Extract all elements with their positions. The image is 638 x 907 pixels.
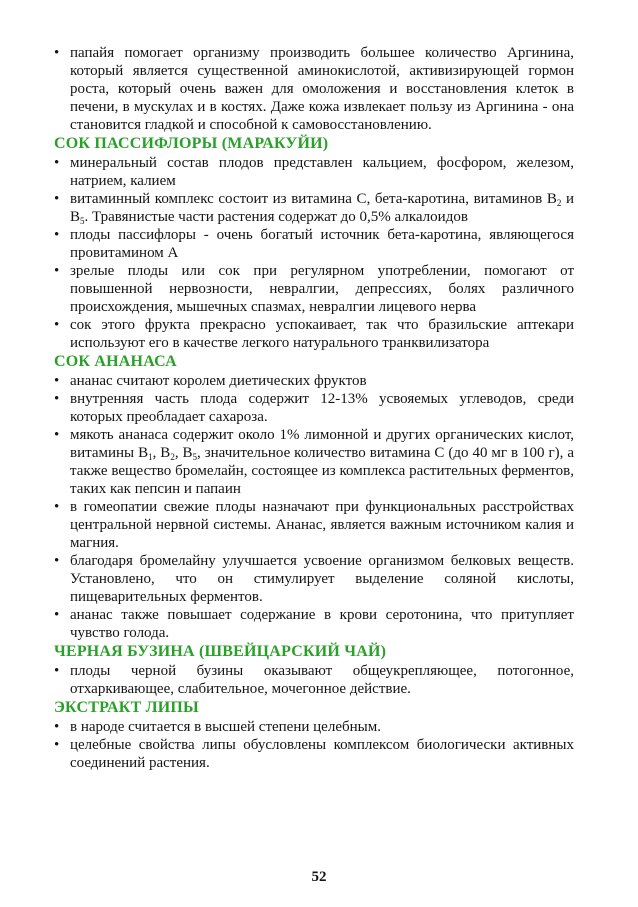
list-item: • в народе считается в высшей степени целебным. (54, 718, 574, 736)
list-item: • папайя помогает организму производить большее количество Аргинина, который является существенной аминокислотой, активизирующей гормон роста, который очень важен для омоложения и восстановления клеток в печени, в мускулах и в костях. Даже кожа извлекает пользу из Аргинина - она становится гладкой и способной к самовосстановлению. (54, 44, 574, 134)
passionfruit-list (54, 154, 574, 352)
elderberry-list (54, 662, 574, 698)
list-item: • ананас также повышает содержание в крови серотонина, что притупляет чувство голода. (54, 606, 574, 642)
list-item: • зрелые плоды или сок при регулярном употреблении, помогают от повышенной нервозности, невралгии, депрессиях, болях различного происхождения, мышечных спазмах, невралгии лицевого нерва (54, 262, 574, 316)
list-item: • целебные свойства липы обусловлены комплексом биологически активных соединений растения. (54, 736, 574, 772)
list-item: • в гомеопатии свежие плоды назначают при функциональных расстройствах центральной нервной системы. Ананас, является важным источником калия и магния. (54, 498, 574, 552)
list-item: • ананас считают королем диетических фруктов (54, 372, 574, 390)
list-item: • сок этого фрукта прекрасно успокаивает, так что бразильские аптекари используют его в качестве легкого натурального транквилизатора (54, 316, 574, 352)
intro-list (54, 44, 574, 134)
list-item: • минеральный состав плодов представлен кальцием, фосфором, железом, натрием, калием (54, 154, 574, 190)
list-item: • мякоть ананаса содержит около 1% лимонной и других органических кислот, витамины $B_1$, $B_2$, $B_5$, значительное количество витамина С (до 40 мг в 100 г), а также вещество бромелайн, состоящее из комплекса растительных ферментов, таких как пепсин и папаин (54, 426, 574, 498)
pineapple-list (54, 372, 574, 642)
section-title-passionfruit: СОК ПАССИФЛОРЫ (МАРАКУЙИ) (54, 135, 329, 152)
page-body (54, 44, 574, 772)
list-item: • благодаря бромелайну улучшается усвоение организмом белковых веществ. Установлено, что он стимулирует выделение соляной кислоты, пищеварительных ферментов. (54, 552, 574, 606)
list-item: • витаминный комплекс состоит из витамина С, бета-каротина, витаминов $B_2$ и $B_5$. Травянистые части растения содержат до 0,5% алкалоидов (54, 190, 574, 226)
list-item: • плоды черной бузины оказывают общеукрепляющее, потогонное, отхаркивающее, слабительное, мочегонное действие. (54, 662, 574, 698)
list-item: • внутренняя часть плода содержит 12-13% усвояемых углеводов, среди которых преобладает сахароза. (54, 390, 574, 426)
section-title-pineapple: СОК АНАНАСА (54, 353, 177, 370)
section-title-elderberry: ЧЕРНАЯ БУЗИНА (ШВЕЙЦАРСКИЙ ЧАЙ) (54, 643, 387, 660)
list-item: • плоды пассифлоры - очень богатый источник бета-каротина, являющегося провитамином А (54, 226, 574, 262)
section-title-linden: ЭКСТРАКТ ЛИПЫ (54, 699, 199, 716)
linden-list (54, 718, 574, 772)
page-number: 52 (311, 869, 327, 885)
